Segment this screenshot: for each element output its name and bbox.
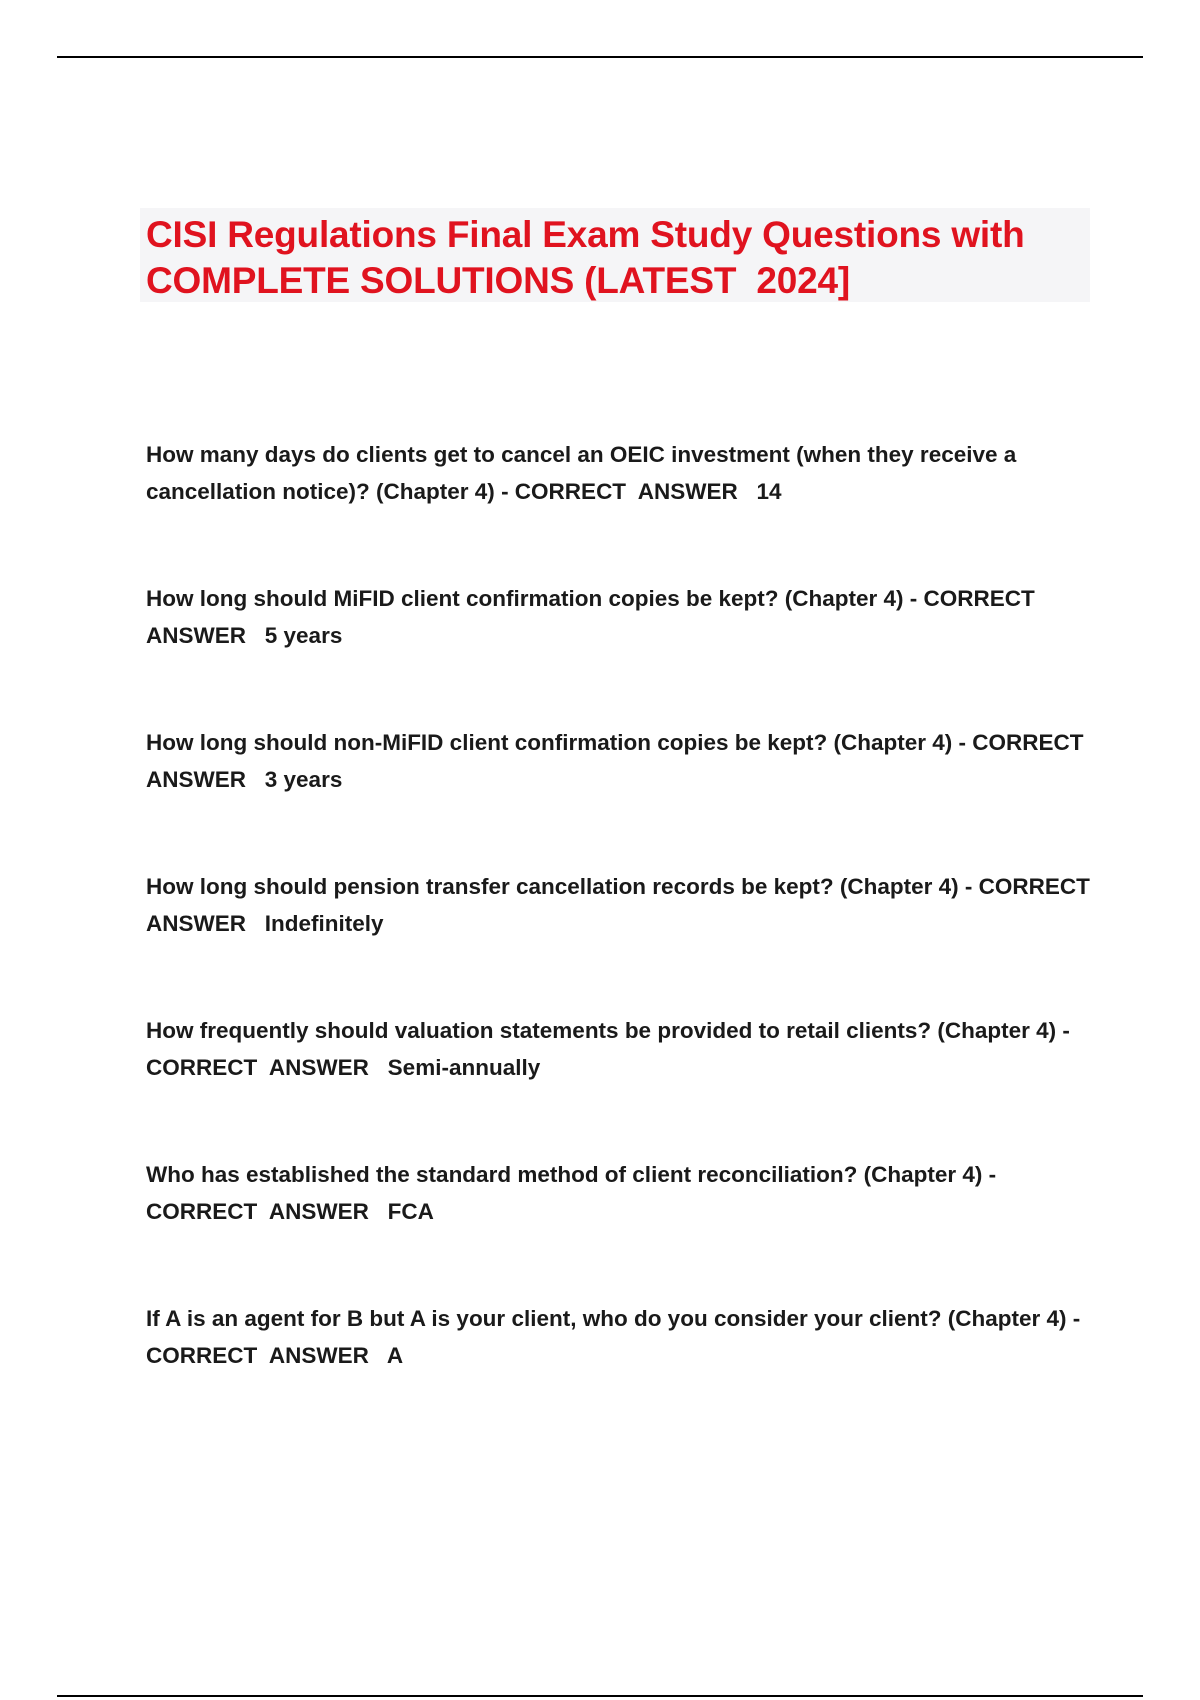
qa-item	[146, 1012, 1106, 1156]
qa-item	[146, 1156, 1106, 1300]
qa-item	[146, 724, 1106, 868]
qa-item	[146, 436, 1106, 580]
footer-rule	[57, 1695, 1143, 1697]
question-text: Who has established the standard method of client reconciliation? (Chapter 4)	[146, 1162, 983, 1187]
qa-item	[146, 868, 1106, 1012]
answer-text: Indefinitely	[264, 911, 384, 936]
question-text: How long should non-MiFID client confirmation copies be kept? (Chapter 4)	[146, 730, 953, 755]
title-banner	[140, 208, 1090, 302]
document-title: CISI Regulations Final Exam Study Questions with COMPLETE SOLUTIONS (LATEST 2024]	[146, 214, 1035, 301]
answer-text: 3 years	[264, 767, 343, 792]
qa-item	[146, 580, 1106, 724]
answer-separator: - CORRECT ANSWER	[494, 479, 757, 504]
question-text: If A is an agent for B but A is your client, who do you consider your client? (Chapter 4)	[146, 1306, 1067, 1331]
answer-text: Semi-annually	[387, 1055, 541, 1080]
answer-separator: - CORRECT ANSWER	[146, 586, 1047, 648]
question-text: How many days do clients get to cancel an OEIC investment (when they receive a cancellation notice)? (Chapter 4)	[146, 442, 1023, 504]
qa-item	[146, 1300, 1106, 1444]
answer-text: A	[386, 1343, 404, 1368]
answer-separator: - CORRECT ANSWER	[146, 730, 1096, 792]
header-rule	[57, 56, 1143, 58]
answer-text: 14	[756, 479, 782, 504]
answer-text: 5 years	[264, 623, 343, 648]
question-text: How long should MiFID client confirmation copies be kept? (Chapter 4)	[146, 586, 904, 611]
qa-list	[146, 436, 1106, 1444]
answer-separator: - CORRECT ANSWER	[146, 874, 1102, 936]
question-text: How frequently should valuation statements be provided to retail clients? (Chapter 4)	[146, 1018, 1057, 1043]
answer-separator: - CORRECT ANSWER	[146, 1306, 1087, 1368]
question-text: How long should pension transfer cancellation records be kept? (Chapter 4)	[146, 874, 959, 899]
answer-separator: - CORRECT ANSWER	[146, 1162, 1003, 1224]
answer-text: FCA	[387, 1199, 434, 1224]
answer-separator: - CORRECT ANSWER	[146, 1018, 1077, 1080]
